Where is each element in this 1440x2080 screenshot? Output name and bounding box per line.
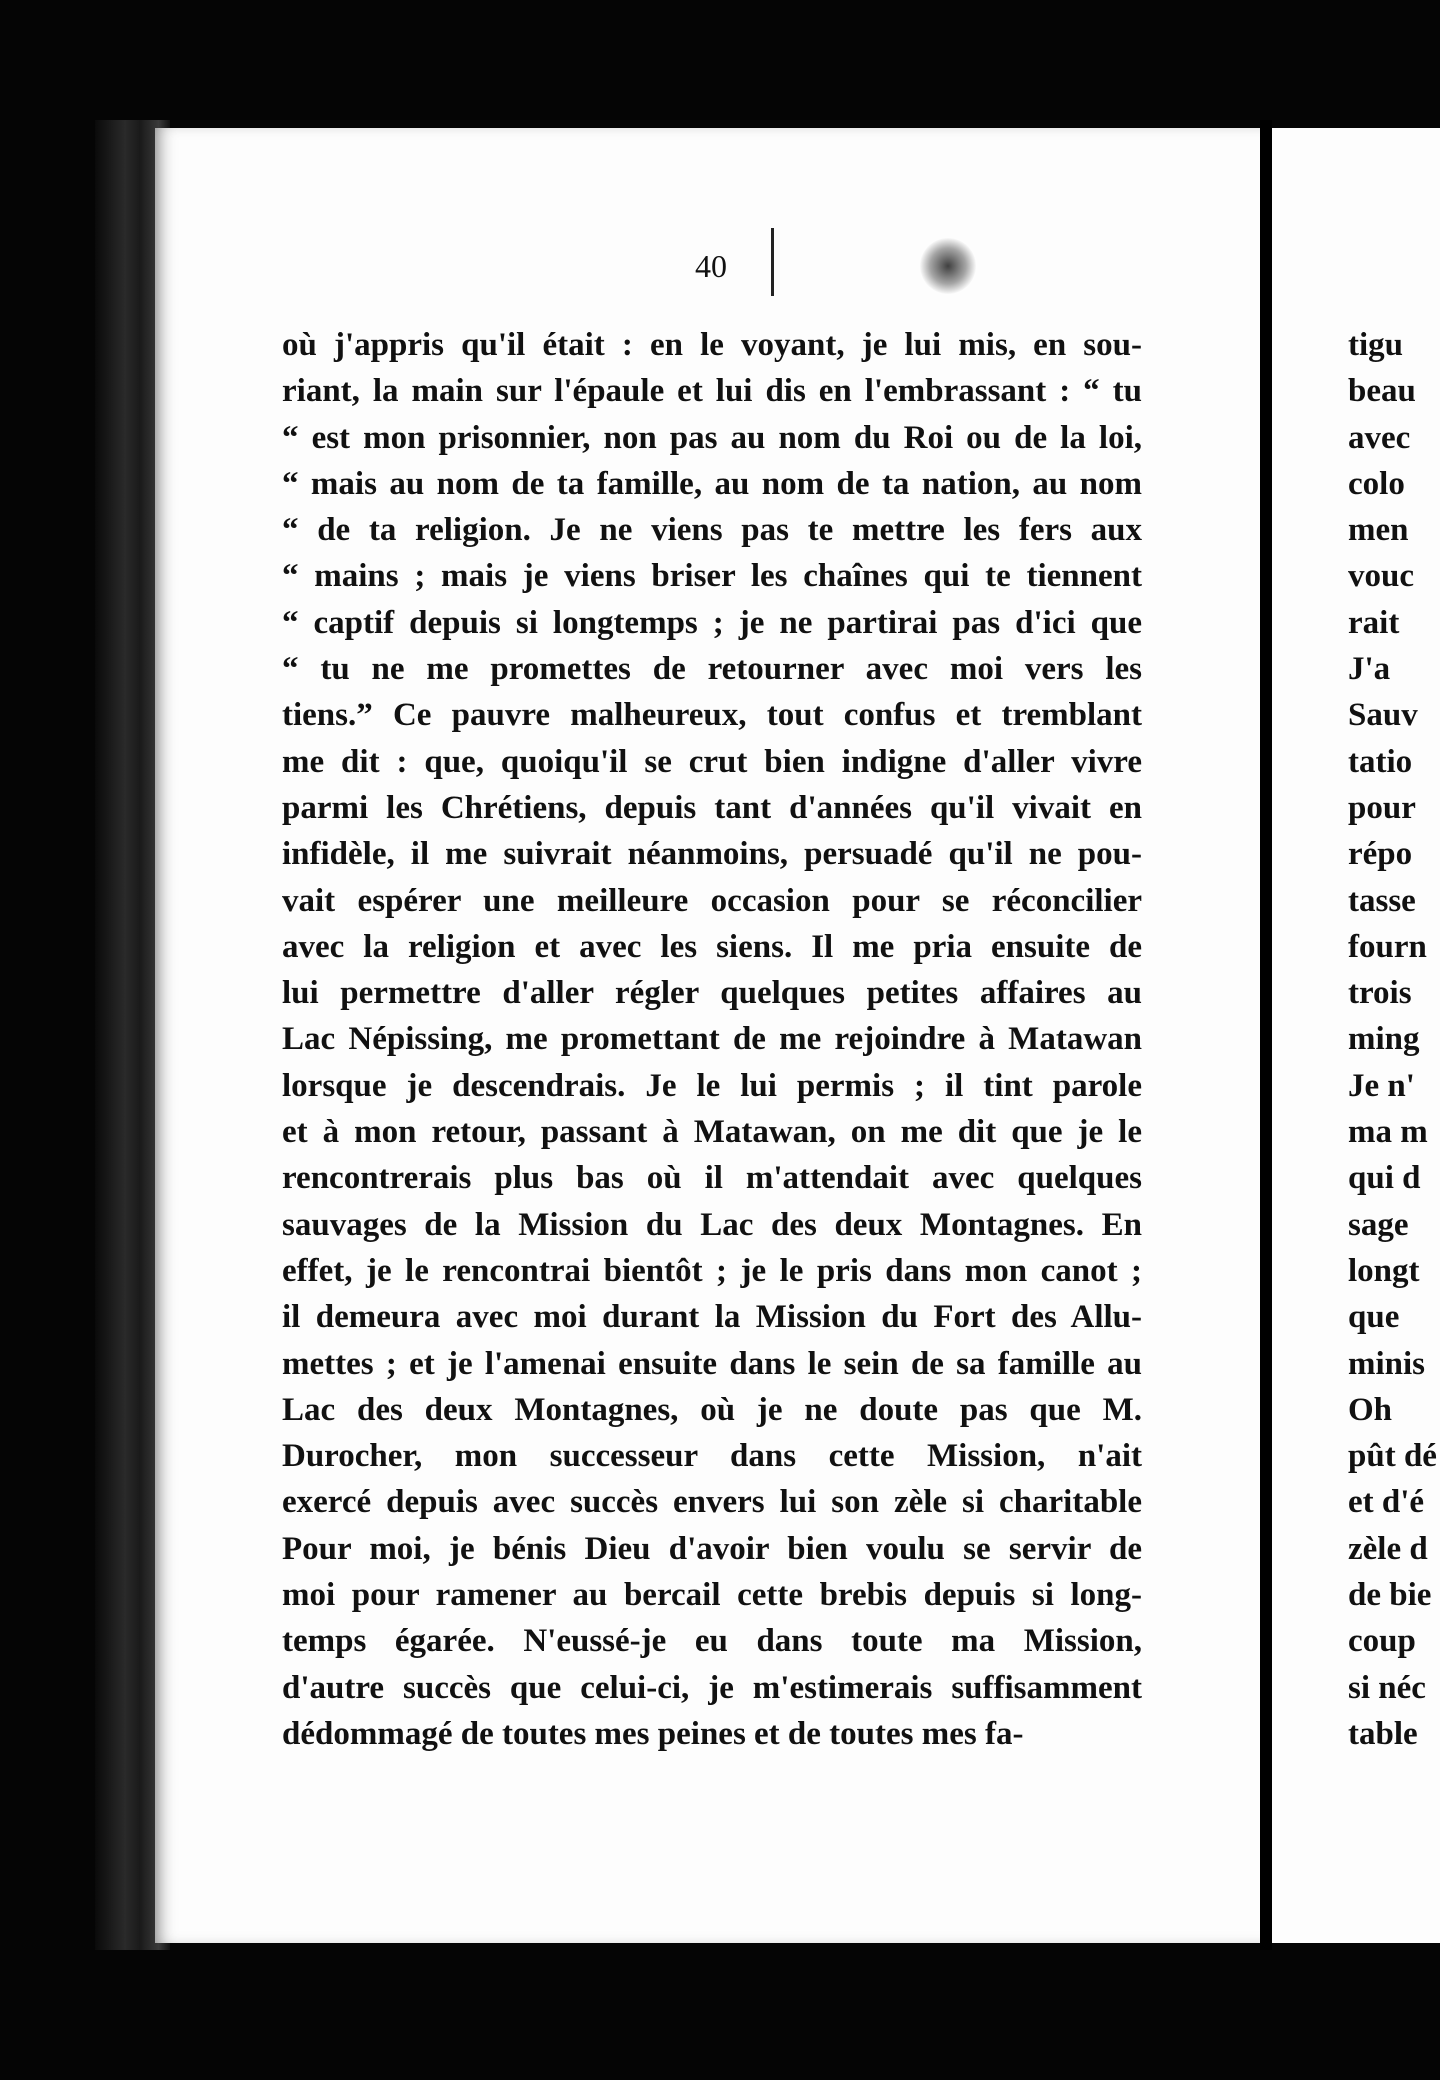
facing-line: tigu xyxy=(1348,327,1404,363)
text-line: exercé depuis avec succès envers lui son zèle si charitable xyxy=(282,1484,1142,1521)
facing-line: qui d xyxy=(1348,1160,1421,1197)
text-line: vait espérer une meilleure occasion pour se réconcilier xyxy=(282,882,1142,919)
facing-line: Oh xyxy=(1348,1391,1393,1428)
ink-smudge xyxy=(920,238,976,294)
facing-line: Sauv xyxy=(1348,697,1418,734)
facing-line: si néc xyxy=(1348,1669,1426,1706)
text-line: lui permettre d'aller régler quelques petites affaires au xyxy=(282,975,1142,1012)
text-line: “ de ta religion. Je ne viens pas te mettre les fers aux xyxy=(282,512,1142,549)
facing-line: tasse xyxy=(1348,882,1416,919)
text-line: me dit : que, quoiqu'il se crut bien indigne d'aller vivre xyxy=(282,743,1142,780)
facing-line: coup xyxy=(1348,1623,1416,1660)
facing-line: men xyxy=(1348,512,1409,549)
facing-line: que xyxy=(1348,1299,1400,1336)
facing-line: vouc xyxy=(1348,558,1414,595)
facing-line: fourn xyxy=(1348,928,1427,965)
text-line: “ mais au nom de ta famille, au nom de ta nation, au nom xyxy=(282,465,1142,502)
text-line: riant, la main sur l'épaule et lui dis en l'embrassant : “ tu xyxy=(282,373,1142,410)
text-line: Lac des deux Montagnes, où je ne doute pas que M. xyxy=(282,1391,1142,1428)
text-line: où j'appris qu'il était : en le voyant, je lui mis, en sou- xyxy=(282,327,1142,363)
text-line: dédommagé de toutes mes peines et de toutes mes fa- xyxy=(282,1715,1024,1752)
text-line: “ tu ne me promettes de retourner avec moi vers les xyxy=(282,651,1142,688)
text-line: mettes ; et je l'amenai ensuite dans le sein de sa famille au xyxy=(282,1345,1142,1382)
text-line: “ est mon prisonnier, non pas au nom du Roi ou de la loi, xyxy=(282,419,1142,456)
text-line: lorsque je descendrais. Je le lui permis ; il tint parole xyxy=(282,1067,1142,1104)
text-line: il demeura avec moi durant la Mission du Fort des Allu- xyxy=(282,1299,1142,1336)
facing-line: Je n' xyxy=(1348,1067,1415,1104)
facing-line: table xyxy=(1348,1715,1418,1752)
facing-line: rait xyxy=(1348,604,1400,641)
facing-line: colo xyxy=(1348,465,1405,502)
facing-line: répo xyxy=(1348,836,1413,873)
text-line: parmi les Chrétiens, depuis tant d'années qu'il vivait en xyxy=(282,789,1142,826)
text-line: Lac Népissing, me promettant de me rejoindre à Matawan xyxy=(282,1021,1142,1058)
facing-line: trois xyxy=(1348,975,1412,1012)
body-text xyxy=(282,322,1142,1757)
facing-line: ming xyxy=(1348,1021,1420,1058)
facing-line: zèle d xyxy=(1348,1530,1428,1567)
text-line: rencontrerais plus bas où il m'attendait avec quelques xyxy=(282,1160,1142,1197)
page-gutter xyxy=(1260,120,1272,1950)
facing-line: tatio xyxy=(1348,743,1413,780)
text-line: moi pour ramener au bercail cette brebis depuis si long- xyxy=(282,1577,1142,1614)
facing-line: minis xyxy=(1348,1345,1426,1382)
facing-line: sage xyxy=(1348,1206,1409,1243)
page-number: 40 xyxy=(695,248,727,284)
ink-mark xyxy=(771,228,774,296)
facing-line: ma m xyxy=(1348,1114,1428,1151)
text-line: infidèle, il me suivrait néanmoins, persuadé qu'il ne pou- xyxy=(282,836,1142,873)
text-line: “ captif depuis si longtemps ; je ne partirai pas d'ici que xyxy=(282,604,1142,641)
facing-page-text xyxy=(1348,322,1440,1757)
text-line: tiens.” Ce pauvre malheureux, tout confus et tremblant xyxy=(282,697,1142,734)
text-line: d'autre succès que celui-ci, je m'estimerais suffisamment xyxy=(282,1669,1142,1706)
text-line: sauvages de la Mission du Lac des deux Montagnes. En xyxy=(282,1206,1142,1243)
facing-line: pût dé xyxy=(1348,1438,1437,1475)
text-line: et à mon retour, passant à Matawan, on me dit que je le xyxy=(282,1114,1142,1151)
facing-line: et d'é xyxy=(1348,1484,1425,1521)
facing-line: pour xyxy=(1348,789,1416,826)
facing-line: longt xyxy=(1348,1252,1420,1289)
facing-line: beau xyxy=(1348,373,1416,410)
facing-line: de bie xyxy=(1348,1577,1432,1614)
text-line: temps égarée. N'eussé-je eu dans toute ma Mission, xyxy=(282,1623,1142,1660)
text-line: Durocher, mon successeur dans cette Mission, n'ait xyxy=(282,1438,1142,1475)
facing-line: avec xyxy=(1348,419,1411,456)
text-line: “ mains ; mais je viens briser les chaînes qui te tiennent xyxy=(282,558,1142,595)
text-line: Pour moi, je bénis Dieu d'avoir bien voulu se servir de xyxy=(282,1530,1142,1567)
facing-line: J'a xyxy=(1348,651,1391,688)
text-line: effet, je le rencontrai bientôt ; je le pris dans mon canot ; xyxy=(282,1252,1142,1289)
text-line: avec la religion et avec les siens. Il me pria ensuite de xyxy=(282,928,1142,965)
